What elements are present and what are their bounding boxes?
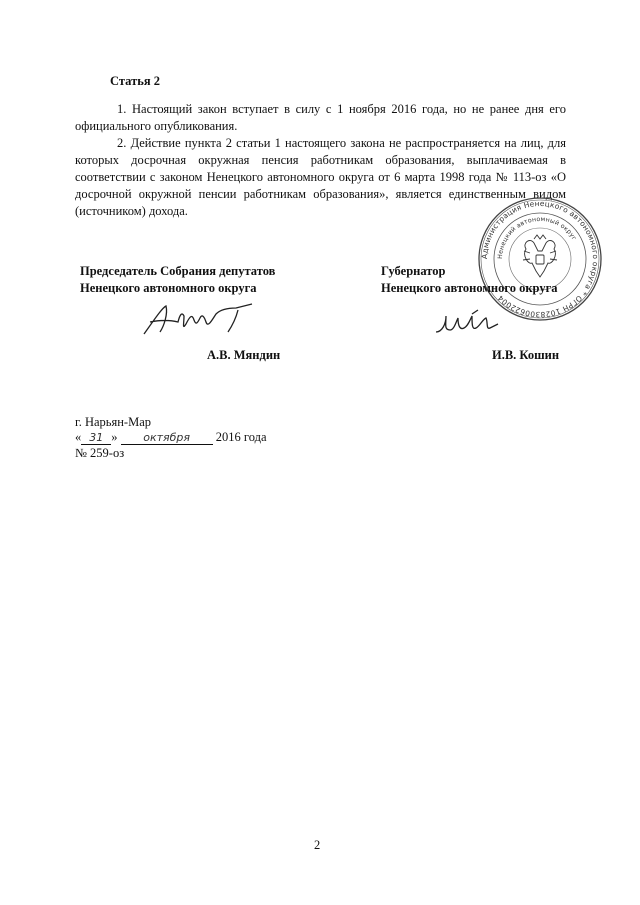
seal-inner-text: Ненецкий автономный округ — [496, 215, 578, 260]
place-of-signing: г. Нарьян-Мар — [75, 415, 152, 429]
signing-date — [75, 430, 267, 445]
paragraph-1 — [75, 101, 566, 135]
signatory-left-title — [80, 263, 275, 297]
signatory-right-title-line2: Ненецкого автономного округа — [381, 281, 558, 295]
signatory-right-name: И.В. Кошин — [492, 348, 560, 362]
article-title: Статья 2 — [110, 74, 160, 88]
law-number: № 259-оз — [75, 446, 125, 460]
signatory-left-name: А.В. Мяндин — [207, 348, 281, 362]
date-day: 31 — [81, 431, 111, 445]
date-month: октября — [121, 431, 213, 445]
signatory-right-title-line1: Губернатор — [381, 264, 446, 278]
date-close-quote: » — [111, 430, 118, 444]
page-number: 2 — [314, 838, 321, 852]
date-year: 2016 года — [215, 430, 267, 444]
seal-ring-text: Администрация Ненецкого автономного округа * ОГРН 1028300622004 — [479, 198, 601, 320]
signatory-left-title-line2: Ненецкого автономного округа — [80, 281, 257, 295]
official-seal-stamp — [476, 195, 604, 323]
signatory-right-title — [381, 263, 558, 297]
signature-right-handwritten — [432, 306, 502, 340]
signatory-left-title-line1: Председатель Собрания депутатов — [80, 264, 276, 278]
paragraph-1-text: 1. Настоящий закон вступает в силу с 1 ноября 2016 года, но не ранее дня его официального опубликования. — [75, 102, 566, 133]
paragraph-2-text: 2. Действие пункта 2 статьи 1 настоящего закона не распространяется на лиц, для которых досрочная окружная пенсия работникам образования, выплачиваемая в соответствии с законом Ненецкого автономного округа от 6 марта 1998 года № 113-оз «О досрочной окружной пенсии работникам образования», является единственным видом (источником) дохода. — [75, 136, 566, 218]
signature-left-handwritten — [140, 300, 260, 342]
date-open-quote: « — [75, 430, 82, 444]
svg-text:Ненецкий автономный округ — [497, 216, 578, 259]
